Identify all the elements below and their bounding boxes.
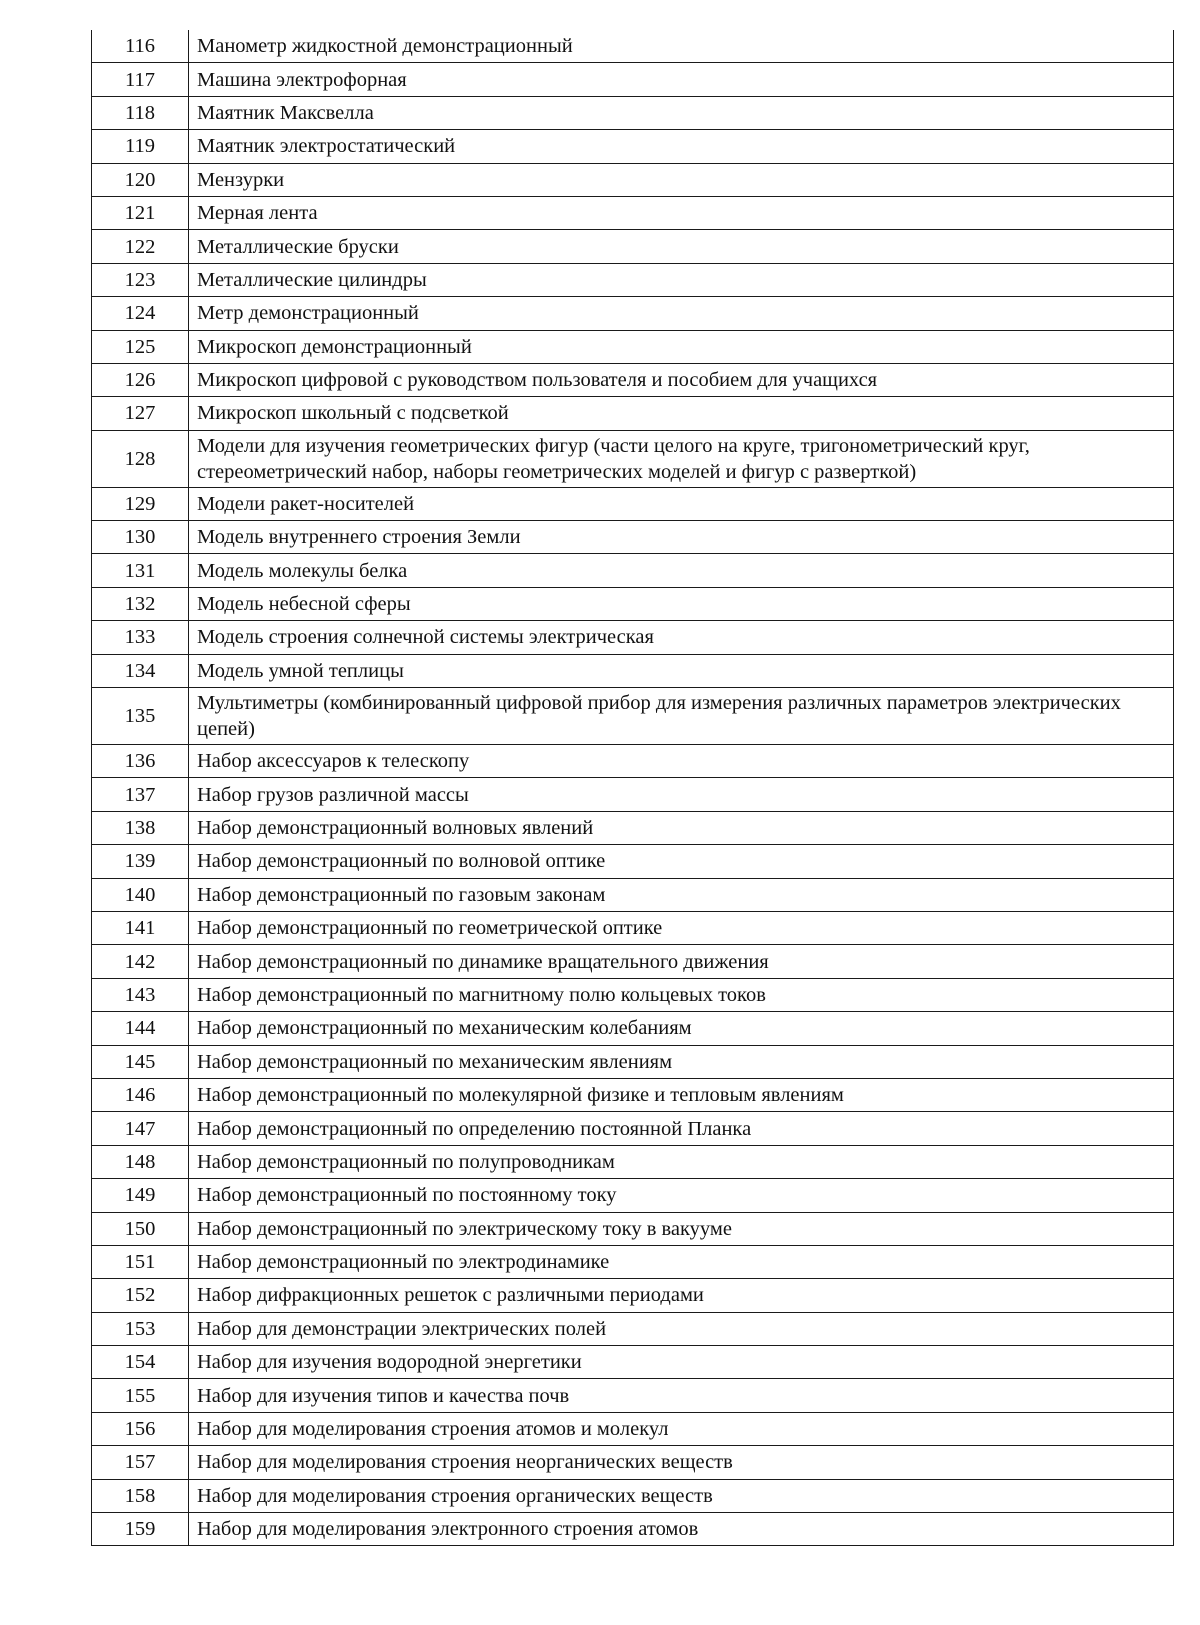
item-name-cell: Набор для демонстрации электрических полей [189, 1312, 1174, 1345]
item-name-cell: Набор демонстрационный по газовым законам [189, 878, 1174, 911]
item-name-cell: Микроскоп цифровой с руководством пользователя и пособием для учащихся [189, 363, 1174, 396]
table-row [92, 130, 1174, 163]
table-row [92, 745, 1174, 778]
table-row [92, 621, 1174, 654]
row-number-cell: 116 [92, 30, 189, 63]
table-row [92, 230, 1174, 263]
item-name-cell: Набор для изучения водородной энергетики [189, 1346, 1174, 1379]
table-row [92, 1379, 1174, 1412]
table-row [92, 163, 1174, 196]
row-number-cell: 131 [92, 554, 189, 587]
item-name-cell: Маятник Максвелла [189, 96, 1174, 129]
row-number-cell: 153 [92, 1312, 189, 1345]
item-name-cell: Модель молекулы белка [189, 554, 1174, 587]
table-row [92, 63, 1174, 96]
row-number-cell: 152 [92, 1279, 189, 1312]
item-name-cell: Модель строения солнечной системы электрическая [189, 621, 1174, 654]
row-number-cell: 136 [92, 745, 189, 778]
row-number-cell: 145 [92, 1045, 189, 1078]
table-row [92, 487, 1174, 520]
row-number-cell: 124 [92, 297, 189, 330]
row-number-cell: 121 [92, 196, 189, 229]
table-row [92, 1446, 1174, 1479]
row-number-cell: 134 [92, 654, 189, 687]
row-number-cell: 130 [92, 521, 189, 554]
table-row [92, 811, 1174, 844]
equipment-list-page [91, 30, 1173, 1546]
table-row [92, 945, 1174, 978]
table-row [92, 363, 1174, 396]
row-number-cell: 128 [92, 430, 189, 487]
row-number-cell: 138 [92, 811, 189, 844]
row-number-cell: 122 [92, 230, 189, 263]
table-row [92, 96, 1174, 129]
table-row [92, 397, 1174, 430]
table-row [92, 1312, 1174, 1345]
item-name-cell: Набор дифракционных решеток с различными периодами [189, 1279, 1174, 1312]
table-row [92, 587, 1174, 620]
item-name-cell: Мерная лента [189, 196, 1174, 229]
item-name-cell: Набор демонстрационный по механическим явлениям [189, 1045, 1174, 1078]
table-row [92, 297, 1174, 330]
item-name-cell: Модели ракет-носителей [189, 487, 1174, 520]
item-name-cell: Металлические цилиндры [189, 263, 1174, 296]
item-name-cell: Манометр жидкостной демонстрационный [189, 30, 1174, 63]
item-name-cell: Модель небесной сферы [189, 587, 1174, 620]
row-number-cell: 125 [92, 330, 189, 363]
item-name-cell: Набор демонстрационный по магнитному полю кольцевых токов [189, 978, 1174, 1011]
table-row [92, 554, 1174, 587]
item-name-cell: Набор грузов различной массы [189, 778, 1174, 811]
item-name-cell: Микроскоп демонстрационный [189, 330, 1174, 363]
row-number-cell: 151 [92, 1245, 189, 1278]
table-row [92, 654, 1174, 687]
table-row [92, 878, 1174, 911]
item-name-cell: Набор для моделирования строения органических веществ [189, 1479, 1174, 1512]
item-name-cell: Набор демонстрационный волновых явлений [189, 811, 1174, 844]
table-row [92, 688, 1174, 745]
table-row [92, 430, 1174, 487]
row-number-cell: 117 [92, 63, 189, 96]
row-number-cell: 148 [92, 1145, 189, 1178]
item-name-cell: Набор демонстрационный по постоянному току [189, 1179, 1174, 1212]
row-number-cell: 144 [92, 1012, 189, 1045]
item-name-cell: Маятник электростатический [189, 130, 1174, 163]
item-name-cell: Набор демонстрационный по электрическому току в вакууме [189, 1212, 1174, 1245]
item-name-cell: Мензурки [189, 163, 1174, 196]
item-name-cell: Набор для моделирования строения неорганических веществ [189, 1446, 1174, 1479]
row-number-cell: 139 [92, 845, 189, 878]
equipment-table-body [92, 30, 1174, 1546]
table-row [92, 1412, 1174, 1445]
equipment-table [91, 30, 1174, 1546]
row-number-cell: 154 [92, 1346, 189, 1379]
item-name-cell: Модель внутреннего строения Земли [189, 521, 1174, 554]
table-row [92, 1045, 1174, 1078]
item-name-cell: Набор демонстрационный по определению постоянной Планка [189, 1112, 1174, 1145]
item-name-cell: Микроскоп школьный с подсветкой [189, 397, 1174, 430]
row-number-cell: 140 [92, 878, 189, 911]
table-row [92, 1012, 1174, 1045]
row-number-cell: 127 [92, 397, 189, 430]
table-row [92, 911, 1174, 944]
table-row [92, 1179, 1174, 1212]
table-row [92, 978, 1174, 1011]
row-number-cell: 119 [92, 130, 189, 163]
table-row [92, 263, 1174, 296]
row-number-cell: 157 [92, 1446, 189, 1479]
table-row [92, 196, 1174, 229]
row-number-cell: 147 [92, 1112, 189, 1145]
table-row [92, 1145, 1174, 1178]
item-name-cell: Набор для изучения типов и качества почв [189, 1379, 1174, 1412]
item-name-cell: Набор демонстрационный по молекулярной физике и тепловым явлениям [189, 1078, 1174, 1111]
row-number-cell: 156 [92, 1412, 189, 1445]
row-number-cell: 142 [92, 945, 189, 978]
table-row [92, 1112, 1174, 1145]
item-name-cell: Модели для изучения геометрических фигур (части целого на круге, тригонометрический круг, стереометрический набор, наборы геометрических моделей и фигур с разверткой) [189, 430, 1174, 487]
row-number-cell: 146 [92, 1078, 189, 1111]
item-name-cell: Набор демонстрационный по механическим колебаниям [189, 1012, 1174, 1045]
row-number-cell: 143 [92, 978, 189, 1011]
table-row [92, 845, 1174, 878]
table-row [92, 521, 1174, 554]
item-name-cell: Набор для моделирования строения атомов и молекул [189, 1412, 1174, 1445]
row-number-cell: 150 [92, 1212, 189, 1245]
item-name-cell: Машина электрофорная [189, 63, 1174, 96]
table-row [92, 330, 1174, 363]
item-name-cell: Металлические бруски [189, 230, 1174, 263]
item-name-cell: Набор демонстрационный по геометрической оптике [189, 911, 1174, 944]
row-number-cell: 120 [92, 163, 189, 196]
table-row [92, 1212, 1174, 1245]
row-number-cell: 158 [92, 1479, 189, 1512]
row-number-cell: 159 [92, 1513, 189, 1546]
row-number-cell: 137 [92, 778, 189, 811]
item-name-cell: Набор демонстрационный по электродинамике [189, 1245, 1174, 1278]
table-row [92, 1279, 1174, 1312]
row-number-cell: 132 [92, 587, 189, 620]
row-number-cell: 135 [92, 688, 189, 745]
row-number-cell: 126 [92, 363, 189, 396]
item-name-cell: Модель умной теплицы [189, 654, 1174, 687]
row-number-cell: 149 [92, 1179, 189, 1212]
item-name-cell: Набор для моделирования электронного строения атомов [189, 1513, 1174, 1546]
item-name-cell: Метр демонстрационный [189, 297, 1174, 330]
row-number-cell: 141 [92, 911, 189, 944]
row-number-cell: 123 [92, 263, 189, 296]
table-row [92, 778, 1174, 811]
item-name-cell: Набор демонстрационный по динамике вращательного движения [189, 945, 1174, 978]
item-name-cell: Мультиметры (комбинированный цифровой прибор для измерения различных параметров электрических цепей) [189, 688, 1174, 745]
table-row [92, 1245, 1174, 1278]
table-row [92, 1479, 1174, 1512]
item-name-cell: Набор аксессуаров к телескопу [189, 745, 1174, 778]
item-name-cell: Набор демонстрационный по волновой оптике [189, 845, 1174, 878]
table-row [92, 1078, 1174, 1111]
row-number-cell: 133 [92, 621, 189, 654]
table-row [92, 1346, 1174, 1379]
row-number-cell: 129 [92, 487, 189, 520]
table-row [92, 1513, 1174, 1546]
row-number-cell: 155 [92, 1379, 189, 1412]
row-number-cell: 118 [92, 96, 189, 129]
item-name-cell: Набор демонстрационный по полупроводникам [189, 1145, 1174, 1178]
table-row [92, 30, 1174, 63]
